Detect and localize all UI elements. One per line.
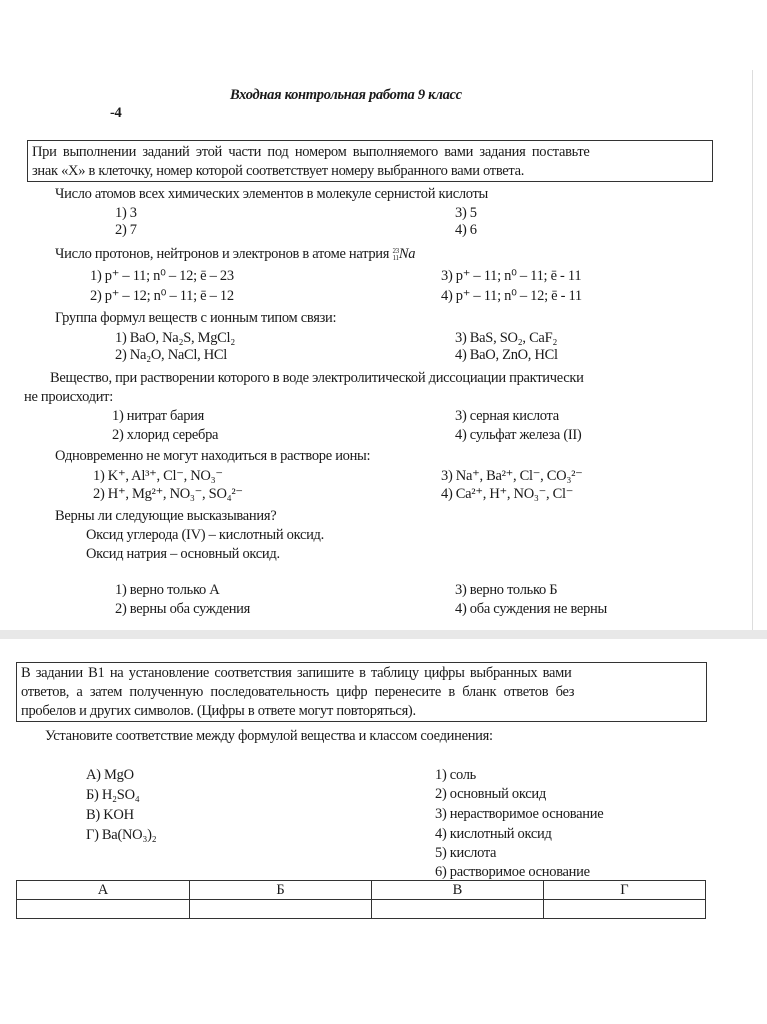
answer-cell-v[interactable]: [372, 900, 544, 919]
formula-item: Б) H₂SO₄: [86, 787, 140, 803]
option: 2) 7: [115, 222, 137, 238]
question-3: Группа формул веществ с ионным типом связи:: [55, 310, 337, 326]
option: 3) серная кислота: [455, 408, 559, 424]
option: 4) Ca²⁺, H⁺, NO₃⁻, Cl⁻: [441, 486, 574, 502]
option: 4) 6: [455, 222, 477, 238]
class-item: 1) соль: [435, 767, 476, 783]
header-v: В: [372, 881, 544, 900]
option: 1) 3: [115, 205, 137, 221]
formula-item: Г) Ba(NO₃)₂: [86, 827, 157, 843]
instruction-line: ответов, а затем полученную последовательность цифр перенесите в бланк ответов без: [21, 684, 575, 700]
header-b: Б: [190, 881, 372, 900]
statement: Оксид углерода (IV) – кислотный оксид.: [86, 527, 324, 543]
option: 4) оба суждения не верны: [455, 601, 607, 617]
option: 1) верно только А: [115, 582, 220, 598]
formula-item: В) KOH: [86, 807, 134, 823]
option: 2) хлорид серебра: [112, 427, 219, 443]
option: 2) p⁺ – 12; n⁰ – 11; ē – 12: [90, 288, 234, 304]
option: 1) p⁺ – 11; n⁰ – 12; ē – 23: [90, 268, 234, 284]
matching-question: Установите соответствие между формулой вещества и классом соединения:: [45, 728, 493, 744]
instruction-line: знак «Х» в клеточку, номер которой соответствует номеру выбранного вами ответа.: [32, 163, 525, 179]
statement: Оксид натрия – основный оксид.: [86, 546, 280, 562]
option: 4) сульфат железа (II): [455, 427, 582, 443]
instruction-line: При выполнении заданий этой части под номером выполняемого вами задания поставьте: [32, 144, 590, 160]
question-6: Верны ли следующие высказывания?: [55, 508, 277, 524]
atomic-number: 11: [392, 253, 399, 262]
instruction-line: пробелов и других символов. (Цифры в ответе могут повторяться).: [21, 703, 416, 719]
option: 2) верны оба суждения: [115, 601, 250, 617]
option: 1) нитрат бария: [112, 408, 205, 424]
answer-cell-b[interactable]: [190, 900, 372, 919]
question-1: Число атомов всех химических элементов в молекуле сернистой кислоты: [55, 186, 488, 202]
instruction-line: В задании В1 на установление соответствия запишите в таблицу цифры выбранных вами: [21, 665, 572, 681]
option: 3) Na⁺, Ba²⁺, Cl⁻, CO₃²⁻: [441, 468, 583, 484]
variant-number: -4: [110, 105, 122, 121]
option: 3) BaS, SO₂, CaF₂: [455, 330, 558, 346]
answer-cell-a[interactable]: [17, 900, 190, 919]
element-symbol: Na: [398, 246, 416, 262]
answer-table: [16, 880, 706, 919]
class-item: 5) кислота: [435, 845, 497, 861]
answer-cell-g[interactable]: [544, 900, 706, 919]
option: 1) K⁺, Al³⁺, Cl⁻, NO₃⁻: [93, 468, 223, 484]
class-item: 4) кислотный оксид: [435, 826, 552, 842]
header-a: А: [17, 881, 190, 900]
option: 2) Na₂O, NaCl, HCl: [115, 347, 228, 363]
option: 4) p⁺ – 11; n⁰ – 12; ē - 11: [441, 288, 582, 304]
option: 2) H⁺, Mg²⁺, NO₃⁻, SO₄²⁻: [93, 486, 243, 502]
question-2: [55, 245, 415, 263]
option: 3) p⁺ – 11; n⁰ – 11; ē - 11: [441, 268, 582, 284]
class-item: 3) нерастворимое основание: [435, 806, 604, 822]
question-4: Вещество, при растворении которого в воде электролитической диссоциации практически: [50, 370, 584, 386]
header-g: Г: [544, 881, 706, 900]
option: 3) верно только Б: [455, 582, 558, 598]
option: 1) BaO, Na₂S, MgCl₂: [115, 330, 236, 346]
option: 3) 5: [455, 205, 477, 221]
page-title: Входная контрольная работа 9 класс: [230, 87, 462, 103]
question-text: Число протонов, нейтронов и электронов в атоме натрия: [55, 246, 390, 262]
page-separator: [0, 630, 767, 639]
mass-number: 23: [392, 246, 399, 255]
class-item: 6) растворимое основание: [435, 864, 590, 880]
class-item: 2) основный оксид: [435, 786, 546, 802]
page-edge: [752, 70, 753, 630]
question-4-cont: не происходит:: [24, 389, 113, 405]
option: 4) BaO, ZnO, HCl: [455, 347, 558, 363]
question-5: Одновременно не могут находиться в растворе ионы:: [55, 448, 371, 464]
formula-item: А) MgO: [86, 767, 134, 783]
